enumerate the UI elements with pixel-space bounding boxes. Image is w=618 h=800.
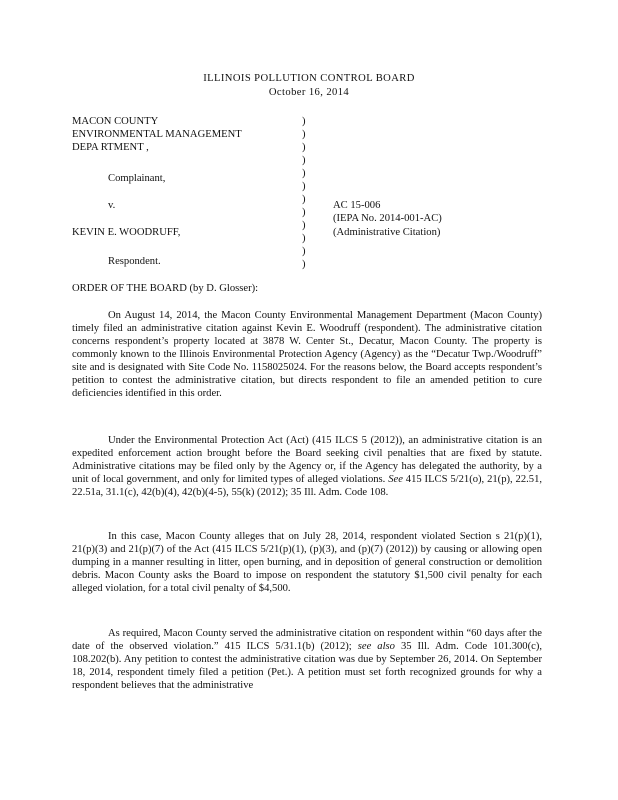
order-heading: ORDER OF THE BOARD (by D. Glosser):	[72, 283, 259, 294]
board-title: ILLINOIS POLLUTION CONTROL BOARD	[203, 73, 415, 84]
paragraph-service	[72, 627, 542, 692]
caption-paren: )	[302, 194, 306, 205]
paragraph-filing	[72, 309, 542, 400]
respondent-label: Respondent.	[108, 256, 161, 267]
respondent-name: KEVIN E. WOODRUFF,	[72, 227, 181, 238]
versus: v.	[108, 200, 116, 211]
paragraph-text: 35 Ill. Adm. Code 101.300(c), 108.202(b). Any petition to contest the administrative citation was due by September 26, 2014. On September 18, 2014, respondent timely filed a petition (Pet.). A petition must set forth recognized grounds for why a respondent believes that the administrative	[72, 641, 542, 691]
complainant-name-line-3: DEPA RTMENT ,	[72, 142, 149, 153]
caption-paren: )	[302, 168, 306, 179]
paragraph-text: In this case, Macon County alleges that on July 28, 2014, respondent violated Section s 21(p)(1), 21(p)(3) and 21(p)(7) of the Act (415 ILCS 5/21(p)(1), (p)(3), and (p)(7) (2012)) by causing or allowing open dumping in a manner resulting in litter, open burning, and in deposition of general construction or demolition debris. Macon County asks the Board to impose on respondent the statutory $1,500 civil penalty for each alleged violation, for a total civil penalty of $4,500.	[72, 531, 542, 594]
caption-paren: )	[302, 142, 306, 153]
citation-signal: See	[388, 474, 403, 485]
complainant-label: Complainant,	[108, 173, 166, 184]
paragraph-act	[72, 434, 542, 499]
complainant-name-line-2: ENVIRONMENTAL MANAGEMENT	[72, 129, 242, 140]
paragraph-text: 415 ILCS 5/21(o), 21(p), 22.51, 22.51a, 31.1(c), 42(b)(4), 42(b)(4-5), 55(k) (2012); 35 Ill. Adm. Code 108.	[72, 474, 543, 498]
caption-paren: )	[302, 259, 306, 270]
caption-paren: )	[302, 246, 306, 257]
complainant-name-line-1: MACON COUNTY	[72, 116, 159, 127]
citation-signal: see also	[357, 641, 395, 652]
caption-paren: )	[302, 155, 306, 166]
paragraph-text: As required, Macon County served the administrative citation on respondent within “60 days after the date of the observed violation.” 415 ILCS 5/31.1(b) (2012);	[72, 628, 542, 652]
caption-paren: )	[302, 181, 306, 192]
case-type: (Administrative Citation)	[333, 227, 441, 238]
paragraph-text: On August 14, 2014, the Macon County Environmental Management Department (Macon County) timely filed an administrative citation against Kevin E. Woodruff (respondent). The administrative citation concerns respondent’s property located at 3878 W. Center St., Decatur, Macon County. The property is commonly known to the Illinois Environmental Protection Agency (Agency) as the “Decatur Twp./Woodruff” site and is designated with Site Code No. 1158025024. For the reasons below, the Board accepts respondent’s petition to contest the administrative citation, but directs respondent to file an amended petition to cure deficiencies identified in this order.	[72, 310, 542, 399]
case-number: AC 15-006	[333, 200, 381, 211]
caption-paren: )	[302, 207, 306, 218]
caption-paren: )	[302, 116, 306, 127]
paragraph-text: Under the Environmental Protection Act (Act) (415 ILCS 5 (2012)), an administrative citation is an expedited enforcement action brought before the Board seeking civil penalties that are fixed by statute. Administrative citations may be filed only by the Agency or, if the Agency has delegated the authority, by a unit of local government, and only for limited types of alleged violations.	[72, 435, 542, 485]
iepa-number: (IEPA No. 2014-001-AC)	[333, 213, 442, 224]
caption-paren: )	[302, 220, 306, 231]
paragraph-allegations	[72, 530, 542, 595]
caption-paren: )	[302, 129, 306, 140]
caption-paren: )	[302, 233, 306, 244]
order-date: October 16, 2014	[268, 87, 350, 98]
